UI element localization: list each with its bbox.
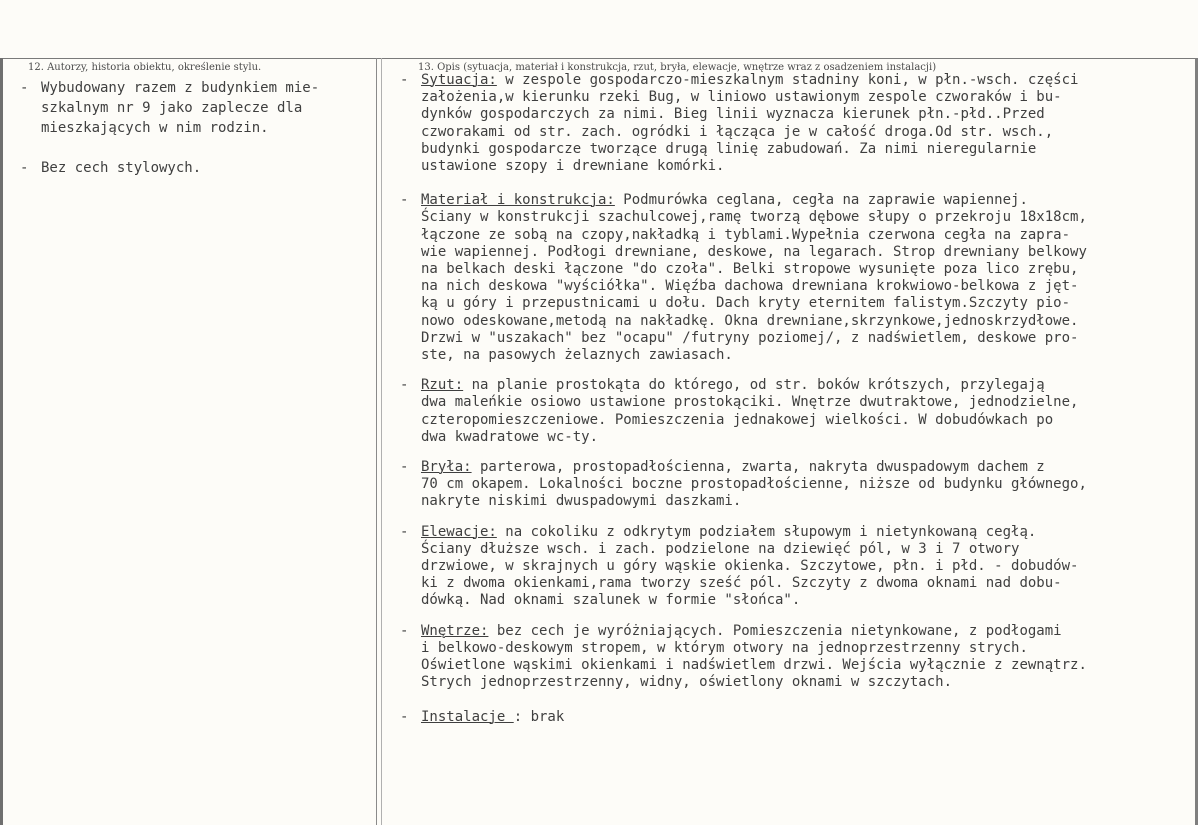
bullet-dash: - bbox=[400, 459, 409, 476]
section-material bbox=[400, 192, 1190, 364]
text-line: ustawione szopy i drewniane komórki. bbox=[421, 158, 725, 175]
text-line: 70 cm okapem. Lokalności boczne prostopadłościenne, niższe od budynku głównego, bbox=[421, 476, 1087, 493]
text-line: dówką. Nad oknami szalunek w formie "słońca". bbox=[421, 592, 801, 609]
text-line: nakryte niskimi dwuspadowymi daszkami. bbox=[421, 493, 742, 510]
form-top-rule bbox=[0, 58, 1198, 59]
text-line: mieszkających w nim rodzin. bbox=[41, 120, 269, 136]
section-first-line: w zespole gospodarczo-mieszkalnym stadniny koni, w płn.-wsch. części bbox=[496, 72, 1079, 88]
text-line: budynki gospodarcze tworzące drugą linię zabudowań. Za nimi nieregularnie bbox=[421, 140, 1037, 157]
section-label: Sytuacja: bbox=[421, 72, 497, 88]
text-line: Wybudowany razem z budynkiem mie- bbox=[41, 80, 320, 96]
text-line: czteropomieszczeniowe. Pomieszczenia jednakowej wielkości. W dobudówkach po bbox=[421, 411, 1054, 428]
section-label: Instalacje bbox=[421, 708, 514, 725]
text-line: wie wapiennej. Podłogi drewniane, deskowe, na legarach. Strop drewniany belkowy bbox=[421, 243, 1087, 260]
text-line: łączone ze sobą na czopy,nakładką i tyblami.Wypełnia czerwona cegła na zapra- bbox=[421, 226, 1071, 243]
text-line: ką u góry i przepustnicami u dołu. Dach kryty eternitem falistym.Szczyty pio- bbox=[421, 295, 1071, 312]
section-first-line: bez cech je wyróżniających. Pomieszczenia nietynkowane, z podłogami bbox=[488, 622, 1062, 639]
section-wnetrze bbox=[400, 623, 1190, 692]
text-line: ste, na pasowych żelaznych zawiasach. bbox=[421, 347, 733, 364]
bullet-dash: - bbox=[20, 80, 29, 96]
text-line: szkalnym nr 9 jako zaplecze dla bbox=[41, 100, 303, 116]
text-line: dynków gospodarczych za nimi. Bieg linii wyznacza kierunek płn.-płd..Przed bbox=[421, 106, 1045, 123]
bullet-dash: - bbox=[400, 192, 409, 209]
text-line: założenia,w kierunku rzeki Bug, w liniowo ustawionym zespole czworaków i bu- bbox=[421, 89, 1062, 106]
section-label: Elewacje: bbox=[421, 523, 497, 540]
text-line: nowo odeskowane,metodą na nakładkę. Okna drewniane,skrzynkowe,jednoskrzydłowe. bbox=[421, 312, 1079, 329]
section-first-line: : brak bbox=[513, 708, 565, 725]
section-label: Bryła: bbox=[421, 459, 472, 476]
section-rzut bbox=[400, 377, 1190, 446]
bullet-dash: - bbox=[400, 622, 409, 639]
text-line: Ściany dłuższe wsch. i zach. podzielone na dziewięć pól, w 3 i 7 otwory bbox=[421, 540, 1020, 557]
text-line: i belkowo-deskowym stropem, w którym otwory na jednoprzestrzenny strych. bbox=[421, 639, 1028, 656]
section-sytuacja bbox=[400, 72, 1190, 175]
text-line: Bez cech stylowych. bbox=[41, 160, 202, 176]
text-line: na belkach deski łączone "do czoła". Belki stropowe wysunięte poza lico zrębu, bbox=[421, 261, 1079, 278]
text-line: dwa maleńkie osiowo ustawione prostokąciki. Wnętrze dwutraktowe, jednodzielne, bbox=[421, 394, 1079, 411]
right-column-header: 13. Opis (sytuacja, materiał i konstrukcja, rzut, bryła, elewacje, wnętrze wraz z osadzeniem instalacji) bbox=[418, 62, 937, 73]
bullet-dash: - bbox=[400, 377, 409, 394]
section-label: Rzut: bbox=[421, 377, 464, 394]
text-line: Ściany w konstrukcji szachulcowej,ramę tworzą dębowe słupy o przekroju 18x18cm, bbox=[421, 209, 1087, 226]
section-label: Wnętrze: bbox=[421, 622, 489, 639]
bullet-dash: - bbox=[400, 72, 409, 88]
column-divider bbox=[376, 58, 377, 825]
bullet-dash: - bbox=[400, 523, 409, 540]
form-left-border bbox=[0, 58, 3, 825]
text-line: Drzwi w "uszakach" bez "ocapu" /futryny poziomej/, z nadświetlem, deskowe pro- bbox=[421, 329, 1079, 346]
text-line: czworakami od str. zach. ogródki i łącząca je w całość droga.Od str. wsch., bbox=[421, 123, 1054, 140]
left-item-construction bbox=[20, 78, 372, 138]
text-line: na nich deskowa "wyściółka". Więźba dachowa drewniana krokwiowo-belkowa z jęt- bbox=[421, 278, 1079, 295]
text-line: Strych jednoprzestrzenny, widny, oświetlony oknami w szczytach. bbox=[421, 674, 953, 691]
section-first-line: Podmurówka ceglana, cegła na zaprawie wapiennej. bbox=[614, 192, 1028, 209]
bullet-dash: - bbox=[400, 708, 409, 725]
left-column-header: 12. Autorzy, historia obiektu, określenie stylu. bbox=[28, 62, 262, 73]
text-line: drzwiowe, w skrajnych u góry wąskie okienka. Szczytowe, płn. i płd. - dobudów- bbox=[421, 558, 1079, 575]
section-instalacje bbox=[400, 709, 1190, 726]
right-column-body bbox=[400, 72, 1190, 726]
text-line: dwa kwadratowe wc-ty. bbox=[421, 428, 599, 445]
text-line: Oświetlone wąskimi okienkami i nadświetlem drzwi. Wejścia wyłącznie z zewnątrz. bbox=[421, 657, 1087, 674]
text-line: ki z dwoma okienkami,rama tworzy sześć pól. Szczyty z dwoma oknami nad dobu- bbox=[421, 575, 1062, 592]
section-first-line: na planie prostokąta do którego, od str. boków krótszych, przylegają bbox=[463, 377, 1045, 394]
left-item-style bbox=[20, 158, 372, 178]
section-elewacje bbox=[400, 524, 1190, 610]
section-first-line: na cokoliku z odkrytym podziałem słupowym i nietynkowaną cegłą. bbox=[496, 523, 1037, 540]
column-divider-inner bbox=[381, 58, 382, 825]
section-label: Materiał i konstrukcja: bbox=[421, 192, 615, 209]
section-first-line: parterowa, prostopadłościenna, zwarta, nakryta dwuspadowym dachem z bbox=[471, 459, 1045, 476]
left-column-body bbox=[20, 78, 372, 178]
bullet-dash: - bbox=[20, 160, 29, 176]
section-bryla bbox=[400, 459, 1190, 511]
